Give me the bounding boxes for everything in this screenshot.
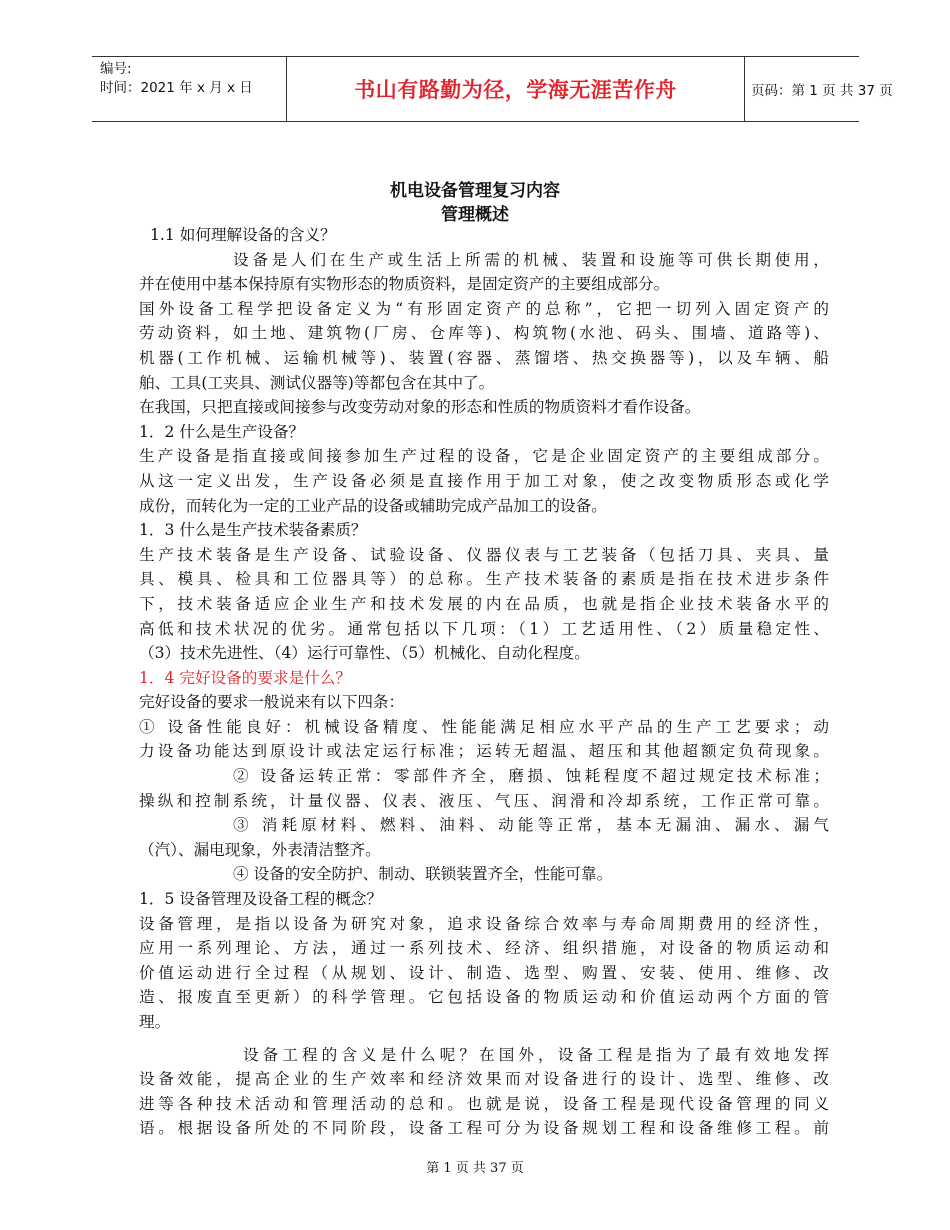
page-footer: 第 1 页 共 37 页 bbox=[426, 1161, 524, 1176]
paragraph-line: 价值运动进行全过程（从规划、设计、制造、选型、购置、安装、使用、维修、改 bbox=[139, 963, 829, 982]
paragraph-line: 进等各种技术活动和管理活动的总和。也就是说，设备工程是现代设备管理的同义 bbox=[139, 1094, 829, 1113]
paragraph-line: ③ 消耗原材料、燃料、油料、动能等正常，基本无漏油、漏水、漏气 bbox=[233, 816, 829, 835]
paragraph-line: 设备是人们在生产或生活上所需的机械、装置和设施等可供长期使用， bbox=[233, 250, 829, 269]
paragraph-line: 在我国，只把直接或间接参与改变劳动对象的形态和性质的物质资料才看作设备。 bbox=[139, 398, 701, 417]
paragraph-line: 国外设备工程学把设备定义为“有形固定资产的总称”，它把一切列入固定资产的 bbox=[139, 299, 829, 318]
header-page-label: 页码：第 1 页 共 37 页 bbox=[751, 83, 893, 99]
paragraph-line: 具、模具、检具和工位器具等）的总称。生产技术装备的素质是指在技术进步条件 bbox=[139, 570, 829, 589]
paragraph-line: 从这一定义出发，生产设备必须是直接作用于加工对象，使之改变物质形态或化学 bbox=[139, 471, 829, 490]
paragraph-line: 语。根据设备所处的不同阶段，设备工程可分为设备规划工程和设备维修工程。前 bbox=[139, 1119, 829, 1138]
paragraph-line: （汽）、漏电现象，外表清洁整齐。 bbox=[139, 840, 381, 859]
paragraph-line: 完好设备的要求一般说来有以下四条： bbox=[139, 693, 405, 712]
paragraph-line: 理。 bbox=[139, 1013, 171, 1031]
paragraph-line: 机器(工作机械、运输机械等)、装置(容器、蒸馏塔、热交换器等)，以及车辆、船 bbox=[139, 348, 829, 367]
header-motto: 书山有路勤为径，学海无涯苦作舟 bbox=[286, 57, 745, 121]
paragraph-line: 高低和技术状况的优劣。通常包括以下几项：（1）工艺适用性、（2）质量稳定性、 bbox=[139, 619, 829, 638]
paragraph-line: 操纵和控制系统，计量仪器、仪表、液压、气压、润滑和冷却系统，工作正常可靠。 bbox=[139, 791, 829, 810]
page-header bbox=[92, 56, 893, 122]
paragraph-line: ① 设备性能良好：机械设备精度、性能能满足相应水平产品的生产工艺要求；动 bbox=[139, 717, 829, 736]
question-heading-highlighted: 1．4 完好设备的要求是什么？ bbox=[139, 668, 351, 687]
paragraph-line: 设备效能，提高企业的生产效率和经济效果而对设备进行的设计、选型、维修、改 bbox=[139, 1070, 829, 1089]
document-body bbox=[139, 223, 829, 1141]
paragraph-line: 生产设备是指直接或间接参加生产过程的设备，它是企业固定资产的主要组成部分。 bbox=[139, 447, 829, 466]
question-heading: 1．5 设备管理及设备工程的概念？ bbox=[139, 890, 383, 909]
time-label: 时间：2021 年 x 月 x 日 bbox=[100, 80, 253, 96]
paragraph-line: 力设备功能达到原设计或法定运行标准；运转无超温、超压和其他超额定负荷现象。 bbox=[139, 742, 829, 761]
paragraph-line: 应用一系列理论、方法，通过一系列技术、经济、组织措施，对设备的物质运动和 bbox=[139, 939, 829, 958]
header-meta bbox=[92, 57, 286, 121]
paragraph-line: 成份，而转化为一定的工业产品的设备或辅助完成产品加工的设备。 bbox=[139, 496, 607, 515]
paragraph-line: ② 设备运转正常：零部件齐全，磨损、蚀耗程度不超过规定技术标准； bbox=[233, 767, 829, 786]
paragraph-line: 设备工程的含义是什么呢？在国外，设备工程是指为了最有效地发挥 bbox=[243, 1045, 829, 1064]
paragraph-line: 生产技术装备是生产设备、试验设备、仪器仪表与工艺装备（包括刀具、夹具、量 bbox=[139, 545, 829, 564]
paragraph-line: 造、报废直至更新）的科学管理。它包括设备的物质运动和价值运动两个方面的管 bbox=[139, 988, 829, 1007]
paragraph-line: 劳动资料，如土地、建筑物(厂房、仓库等)、构筑物(水池、码头、围墙、道路等)、 bbox=[139, 324, 829, 343]
paragraph-line: 舶、工具(工夹具、测试仪器等)等都包含在其中了。 bbox=[139, 373, 495, 392]
paragraph-line: （3）技术先进性、（4）运行可靠性、（5）机械化、自动化程度。 bbox=[139, 644, 590, 663]
question-heading: 1．2 什么是生产设备？ bbox=[139, 422, 305, 441]
paragraph-line: 并在使用中基本保持原有实物形态的物质资料，是固定资产的主要组成部分。 bbox=[139, 275, 670, 294]
question-heading: 1．3 什么是生产技术装备素质？ bbox=[139, 521, 367, 540]
section-title: 管理概述 bbox=[441, 205, 509, 225]
document-title: 机电设备管理复习内容 bbox=[390, 181, 560, 201]
paragraph-line: 下，技术装备适应企业生产和技术发展的内在品质，也就是指企业技术装备水平的 bbox=[139, 594, 829, 613]
paragraph-line: 设备管理，是指以设备为研究对象，追求设备综合效率与寿命周期费用的经济性， bbox=[139, 914, 829, 933]
question-heading: 1.1 如何理解设备的含义？ bbox=[150, 226, 336, 244]
paragraph-line: ④ 设备的安全防护、制动、联锁装置齐全，性能可靠。 bbox=[233, 865, 613, 884]
code-label: 编号: bbox=[100, 61, 132, 77]
